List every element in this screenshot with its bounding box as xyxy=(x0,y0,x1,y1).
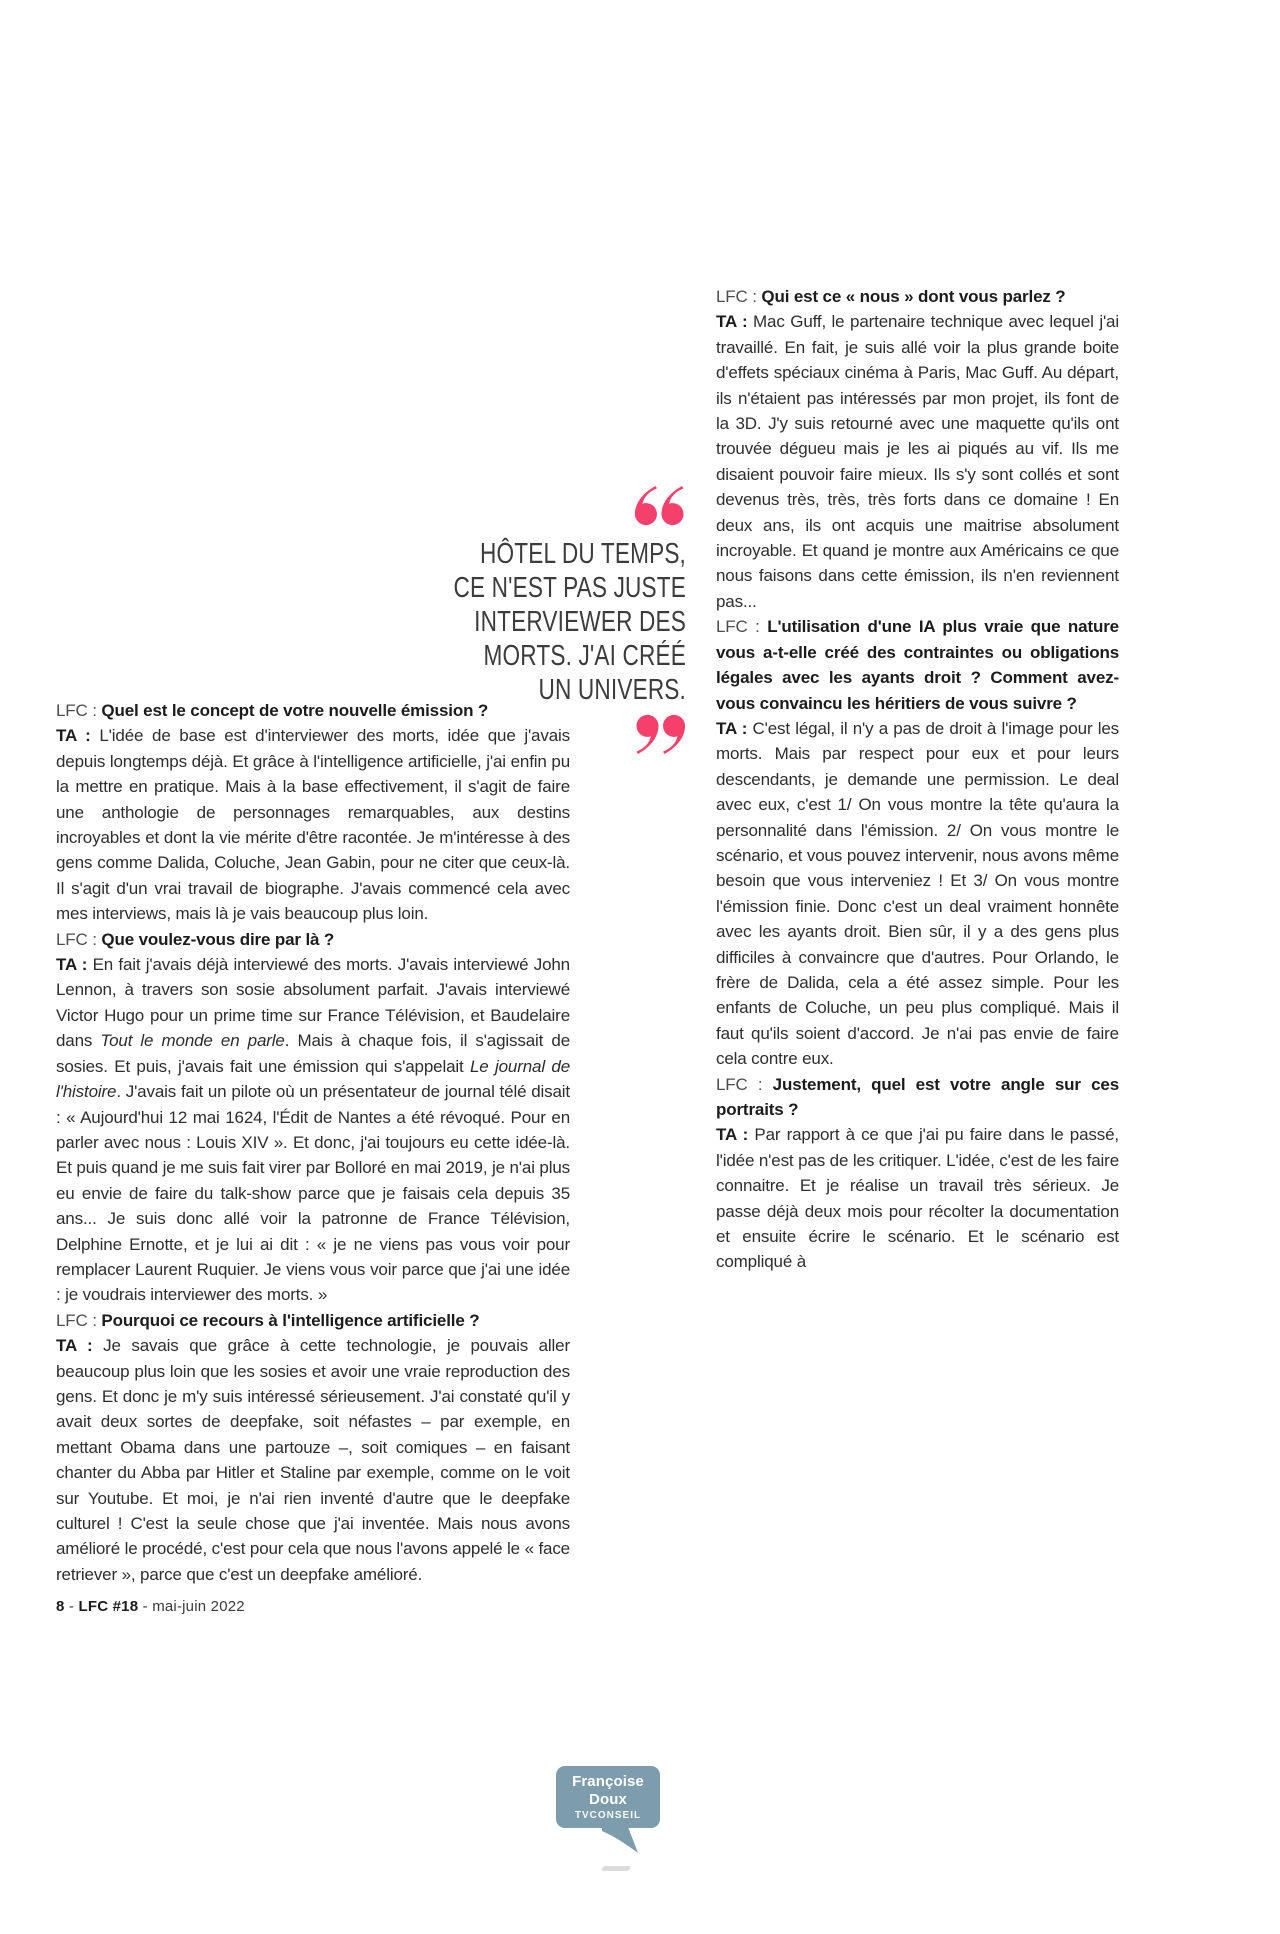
question-text: L'utilisation d'une IA plus vraie que nature vous a-t-elle créé des contraintes ou obligations légales avec les ayants droit ? Comment avez-vous convaincu les héritiers de vous suivre ? xyxy=(716,617,1119,713)
answer-text: Je savais que grâce à cette technologie, je pouvais aller beaucoup plus loin que les sosies et avoir une vraie reproduction des gens. Et donc je m'y suis intéressé sérieusement. J'ai constaté qu'il y avait deux sortes de deepfake, soit néfastes – par exemple, en mettant Obama dans une partouze –, soit comiques – en faisant chanter du Abba par Hitler et Staline par exemple, comme on le voit sur Youtube. Et moi, je n'ai rien inventé d'autre que le deepfake culturel ! C'est la seule chose que j'ai inventée. Mais nous avons amélioré le procédé, c'est pour cela que nous l'avons appelé le « face retriever », parce que c'est un deepfake amélioré. xyxy=(56,1336,570,1584)
speaker-label: LFC : xyxy=(716,287,762,306)
close-quote-icon xyxy=(634,713,686,754)
interview-right-column xyxy=(716,284,1119,1275)
page-footer xyxy=(56,1598,245,1615)
footer-bold-segment: 8 xyxy=(56,1598,65,1615)
interview-question xyxy=(716,614,1119,716)
pull-quote-text xyxy=(452,537,686,707)
speaker-label: LFC : xyxy=(716,1074,773,1094)
logo-author-name: Françoise Doux xyxy=(572,1772,644,1808)
question-text: Que voulez-vous dire par là ? xyxy=(101,929,335,949)
answer-text: Par rapport à ce que j'ai pu faire dans le passé, l'idée n'est pas de les critiquer. L'idée, c'est de les faire connaitre. Et je réalise un travail très sérieux. Je passe déjà deux mois pour récolter la documentation et ensuite écrire le scénario. Et le scénario est compliqué à xyxy=(716,1125,1119,1272)
pull-quote-line: HÔTEL DU TEMPS, xyxy=(480,538,686,570)
answer-text: En fait j'avais déjà interviewé des morts. J'avais interviewé John Lennon, à travers son sosie absolument parfait. J'avais interviewé Victor Hugo pour un prime time sur France Télévision, et Baudelaire dans Tout le monde en parle. Mais à chaque fois, il s'agissait de sosies. Et puis, j'avais fait une émission qui s'appelait Le journal de l'histoire. J'avais fait un pilote où un présentateur de journal télé disait : « Aujourd'hui 12 mai 1624, l'Édit de Nantes a été révoqué. Pour en parler avec nous : Louis XIV ». Et donc, j'ai toujours eu cette idée-là. Et puis quand je me suis fait virer par Bolloré en mai 2019, je n'ai plus eu envie de faire du talk-show parce que je faisais cela depuis 35 ans... Je suis donc allé voir la patronne de France Télévision, Delphine Ernotte, et je lui ai dit : « je ne viens pas vous voir pour remplacer Laurent Ruquier. Je viens vous voir parce que j'ai une idée : je voudrais interviewer des morts. » xyxy=(56,955,570,1305)
speaker-label: LFC : xyxy=(56,1310,102,1330)
speaker-label: TA : xyxy=(56,955,93,975)
question-text: Justement, quel est votre angle sur ces portraits ? xyxy=(716,1074,1119,1119)
speaker-label: TA : xyxy=(716,312,754,332)
interview-answer xyxy=(56,723,570,926)
speaker-label: LFC : xyxy=(56,701,102,720)
interview-question xyxy=(56,927,570,952)
open-quote-icon xyxy=(634,486,686,527)
pull-quote-line: CE N'EST PAS JUSTE xyxy=(453,572,686,604)
answer-text: C'est légal, il n'y a pas de droit à l'image pour les morts. Mais par respect pour eux et pour leurs descendants, je demande une permission. Le deal avec eux, c'est 1/ On vous montre la tête qu'aura la personnalité dans l'émission. 2/ On vous montre le scénario, et vous pouvez intervenir, nous avons même besoin que vous interveniez ! Et 3/ On vous montre l'émission finie. Donc c'est un deal vraiment honnête avec les ayants droit. Bien sûr, il y a des gens plus difficiles à convaincre que d'autres. Pour Orlando, le frère de Dalida, cela a été assez simple. Pour les enfants de Coluche, un peu plus compliqué. Mais il faut qu'ils soient d'accord. Je n'ai pas envie de faire cela contre eux. xyxy=(716,718,1119,1069)
question-text: Pourquoi ce recours à l'intelligence artificielle ? xyxy=(101,1310,480,1330)
answer-text: Mac Guff, le partenaire technique avec lequel j'ai travaillé. En fait, je suis allé voir la plus grande boite d'effets spéciaux cinéma à Paris, Mac Guff. Au départ, ils n'étaient pas intéressés par mon projet, ils font de la 3D. J'y suis retourné avec une maquette qu'ils ont trouvée dégueu mais je les ai piqués au vif. Ils me disaient pouvoir faire mieux. Ils s'y sont collés et sont devenus très, très, très forts dans ce domaine ! En deux ans, ils ont acquis une maitrise absolument incroyable. Et quand je montre aux Américains ce que nous faisons dans cette émission, ils n'en reviennent pas... xyxy=(716,312,1119,611)
answer-text: L'idée de base est d'interviewer des morts, idée que j'avais depuis longtemps déjà. Et grâce à l'intelligence artificielle, j'ai enfin pu la mettre en pratique. Mais à la base effectivement, il s'agit de faire une anthologie de personnages remarquables, aux destins incroyables et dont la vie mérite d'être racontée. Je m'intéresse à des gens comme Dalida, Coluche, Jean Gabin, pour ne citer que ceux-là. Il s'agit d'un vrai travail de biographe. J'avais commencé cela avec mes interviews, mais là je vais beaucoup plus loin. xyxy=(56,726,570,924)
interview-left-column xyxy=(56,698,570,1587)
interview-answer xyxy=(716,716,1119,1072)
footer-segment: - xyxy=(64,1598,79,1615)
speaker-label: TA : xyxy=(716,1125,755,1145)
speaker-label: TA : xyxy=(56,726,100,746)
speaker-label: LFC : xyxy=(56,929,102,949)
speaker-label: TA : xyxy=(56,1336,104,1356)
interview-answer xyxy=(716,309,1119,614)
footer-bold-segment: LFC #18 xyxy=(78,1598,139,1615)
interview-answer xyxy=(56,1333,570,1587)
footer-segment: - xyxy=(138,1598,153,1615)
interview-answer xyxy=(56,952,570,1308)
speaker-label: LFC : xyxy=(716,617,768,637)
footer-segment: mai-juin 2022 xyxy=(152,1598,245,1615)
pull-quote-line: UN UNIVERS. xyxy=(538,674,686,706)
pull-quote-line: MORTS. J'AI CRÉÉ xyxy=(483,640,686,672)
pull-quote-line: INTERVIEWER DES xyxy=(474,606,686,638)
interview-question xyxy=(56,1308,570,1333)
logo-company: TVCONSEIL xyxy=(574,1809,642,1821)
speech-bubble-tail-icon xyxy=(600,1827,640,1857)
author-logo xyxy=(556,1766,676,1857)
question-text: Quel est le concept de votre nouvelle émission ? xyxy=(101,701,489,720)
interview-answer xyxy=(716,1122,1119,1274)
interview-question xyxy=(56,698,570,723)
interview-question xyxy=(716,284,1119,309)
speaker-label: TA : xyxy=(716,718,753,738)
interview-question xyxy=(716,1072,1119,1123)
logo-shadow-mark xyxy=(601,1866,631,1871)
speech-bubble xyxy=(556,1766,660,1828)
question-text: Qui est ce « nous » dont vous parlez ? xyxy=(761,287,1066,306)
